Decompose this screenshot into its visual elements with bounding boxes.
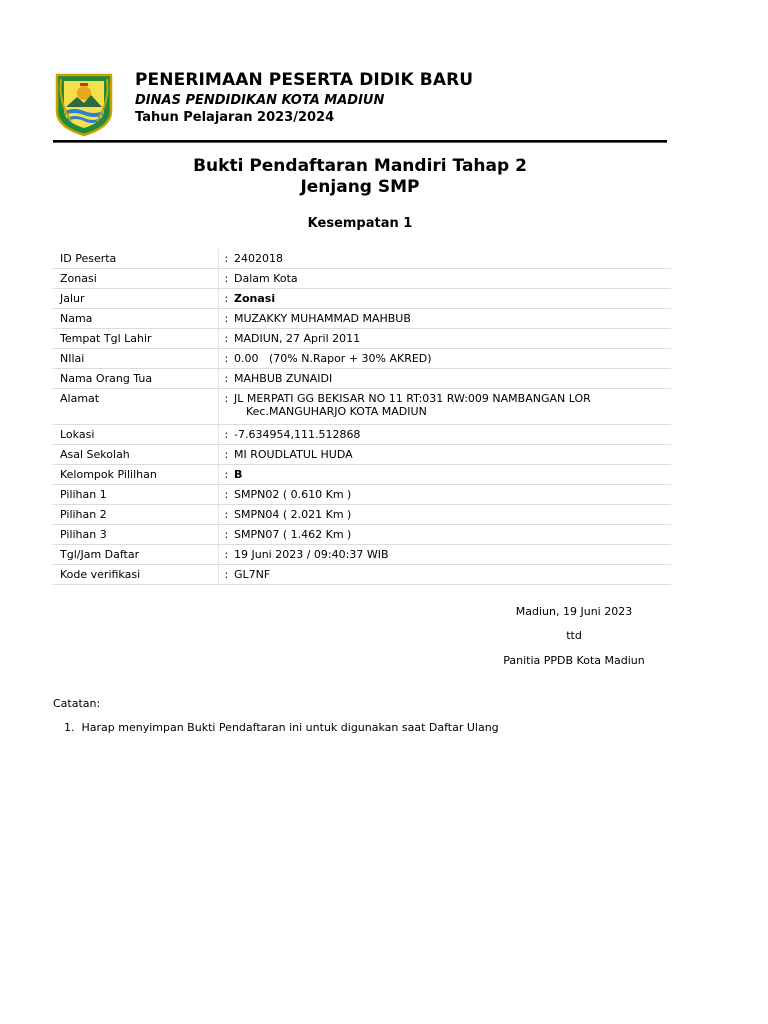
table-row [53, 485, 671, 505]
table-row [53, 505, 671, 525]
row-separator: : [218, 545, 231, 565]
row-separator: : [218, 349, 231, 369]
table-row [53, 565, 671, 585]
row-label: NIlai [53, 349, 218, 369]
row-value: 19 Juni 2023 / 09:40:37 WIB [231, 545, 671, 565]
table-row [53, 329, 671, 349]
row-label: Pilihan 3 [53, 525, 218, 545]
row-value: MAHBUB ZUNAIDI [231, 369, 671, 389]
signature-place-date: Madiun, 19 Juni 2023 [515, 605, 633, 618]
row-label: Pilihan 1 [53, 485, 218, 505]
document-title-line1: Bukti Pendaftaran Mandiri Tahap 2 [193, 156, 527, 176]
row-separator: : [218, 249, 231, 269]
table-row [53, 389, 671, 425]
document-title-line2: Jenjang SMP [300, 177, 420, 197]
row-separator: : [218, 389, 231, 425]
row-value: 2402018 [231, 249, 671, 269]
row-separator: : [218, 269, 231, 289]
table-row [53, 369, 671, 389]
row-label: Nama Orang Tua [53, 369, 218, 389]
row-value-multiline [231, 389, 671, 425]
notes-list [64, 721, 499, 734]
header-year: Tahun Pelajaran 2023/2024 [135, 110, 335, 125]
list-item [64, 721, 499, 734]
table-row [53, 309, 671, 329]
row-value: Zonasi [231, 289, 671, 309]
row-separator: : [218, 565, 231, 585]
row-label: Jalur [53, 289, 218, 309]
row-label: Zonasi [53, 269, 218, 289]
row-value: MI ROUDLATUL HUDA [231, 445, 671, 465]
row-separator: : [218, 505, 231, 525]
row-separator: : [218, 425, 231, 445]
table-row [53, 425, 671, 445]
table-row [53, 445, 671, 465]
signature-ttd: ttd [566, 629, 582, 642]
row-label: Kelompok Pililhan [53, 465, 218, 485]
row-value: Dalam Kota [231, 269, 671, 289]
address-line1: JL MERPATI GG BEKISAR NO 11 RT:031 RW:009 NAMBANGAN LOR [234, 392, 591, 405]
table-row [53, 289, 671, 309]
row-label: Nama [53, 309, 218, 329]
notes-label: Catatan: [53, 697, 101, 710]
row-separator: : [218, 525, 231, 545]
address-line2: Kec.MANGUHARJO KOTA MADIUN [246, 405, 427, 418]
table-row [53, 269, 671, 289]
header-title: PENERIMAAN PESERTA DIDIK BARU [135, 70, 474, 90]
row-separator: : [218, 329, 231, 349]
registration-table [53, 249, 671, 585]
row-label: Alamat [53, 389, 218, 425]
table-row [53, 545, 671, 565]
header-text [135, 70, 473, 126]
document-subtitle: Kesempatan 1 [307, 216, 413, 231]
row-label: ID Peserta [53, 249, 218, 269]
row-label: Tgl/Jam Daftar [53, 545, 218, 565]
row-value: B [231, 465, 671, 485]
row-value: SMPN04 ( 2.021 Km ) [231, 505, 671, 525]
row-separator: : [218, 485, 231, 505]
row-separator: : [218, 309, 231, 329]
row-value: -7.634954,111.512868 [231, 425, 671, 445]
row-label: Lokasi [53, 425, 218, 445]
row-separator: : [218, 369, 231, 389]
header-agency: DINAS PENDIDIKAN KOTA MADIUN [135, 93, 385, 108]
table-row [53, 349, 671, 369]
signature-signer: Panitia PPDB Kota Madiun [503, 654, 645, 667]
row-separator: : [218, 465, 231, 485]
document-header [53, 68, 667, 144]
row-value: GL7NF [231, 565, 671, 585]
row-label: Tempat Tgl Lahir [53, 329, 218, 349]
note-text: Harap menyimpan Bukti Pendaftaran ini untuk digunakan saat Daftar Ulang [81, 721, 499, 734]
madiun-city-emblem-icon [53, 71, 115, 137]
row-separator: : [218, 289, 231, 309]
table-row [53, 465, 671, 485]
table-row [53, 249, 671, 269]
row-separator: : [218, 445, 231, 465]
row-value: SMPN07 ( 1.462 Km ) [231, 525, 671, 545]
document-title [53, 156, 667, 198]
row-value: SMPN02 ( 0.610 Km ) [231, 485, 671, 505]
row-label: Asal Sekolah [53, 445, 218, 465]
row-value: 0.00 (70% N.Rapor + 30% AKRED) [231, 349, 671, 369]
row-value: MUZAKKY MUHAMMAD MAHBUB [231, 309, 671, 329]
row-label: Kode verifikasi [53, 565, 218, 585]
note-number: 1. [64, 721, 75, 734]
header-divider [53, 140, 667, 143]
table-row [53, 525, 671, 545]
row-value: MADIUN, 27 April 2011 [231, 329, 671, 349]
row-label: Pilihan 2 [53, 505, 218, 525]
